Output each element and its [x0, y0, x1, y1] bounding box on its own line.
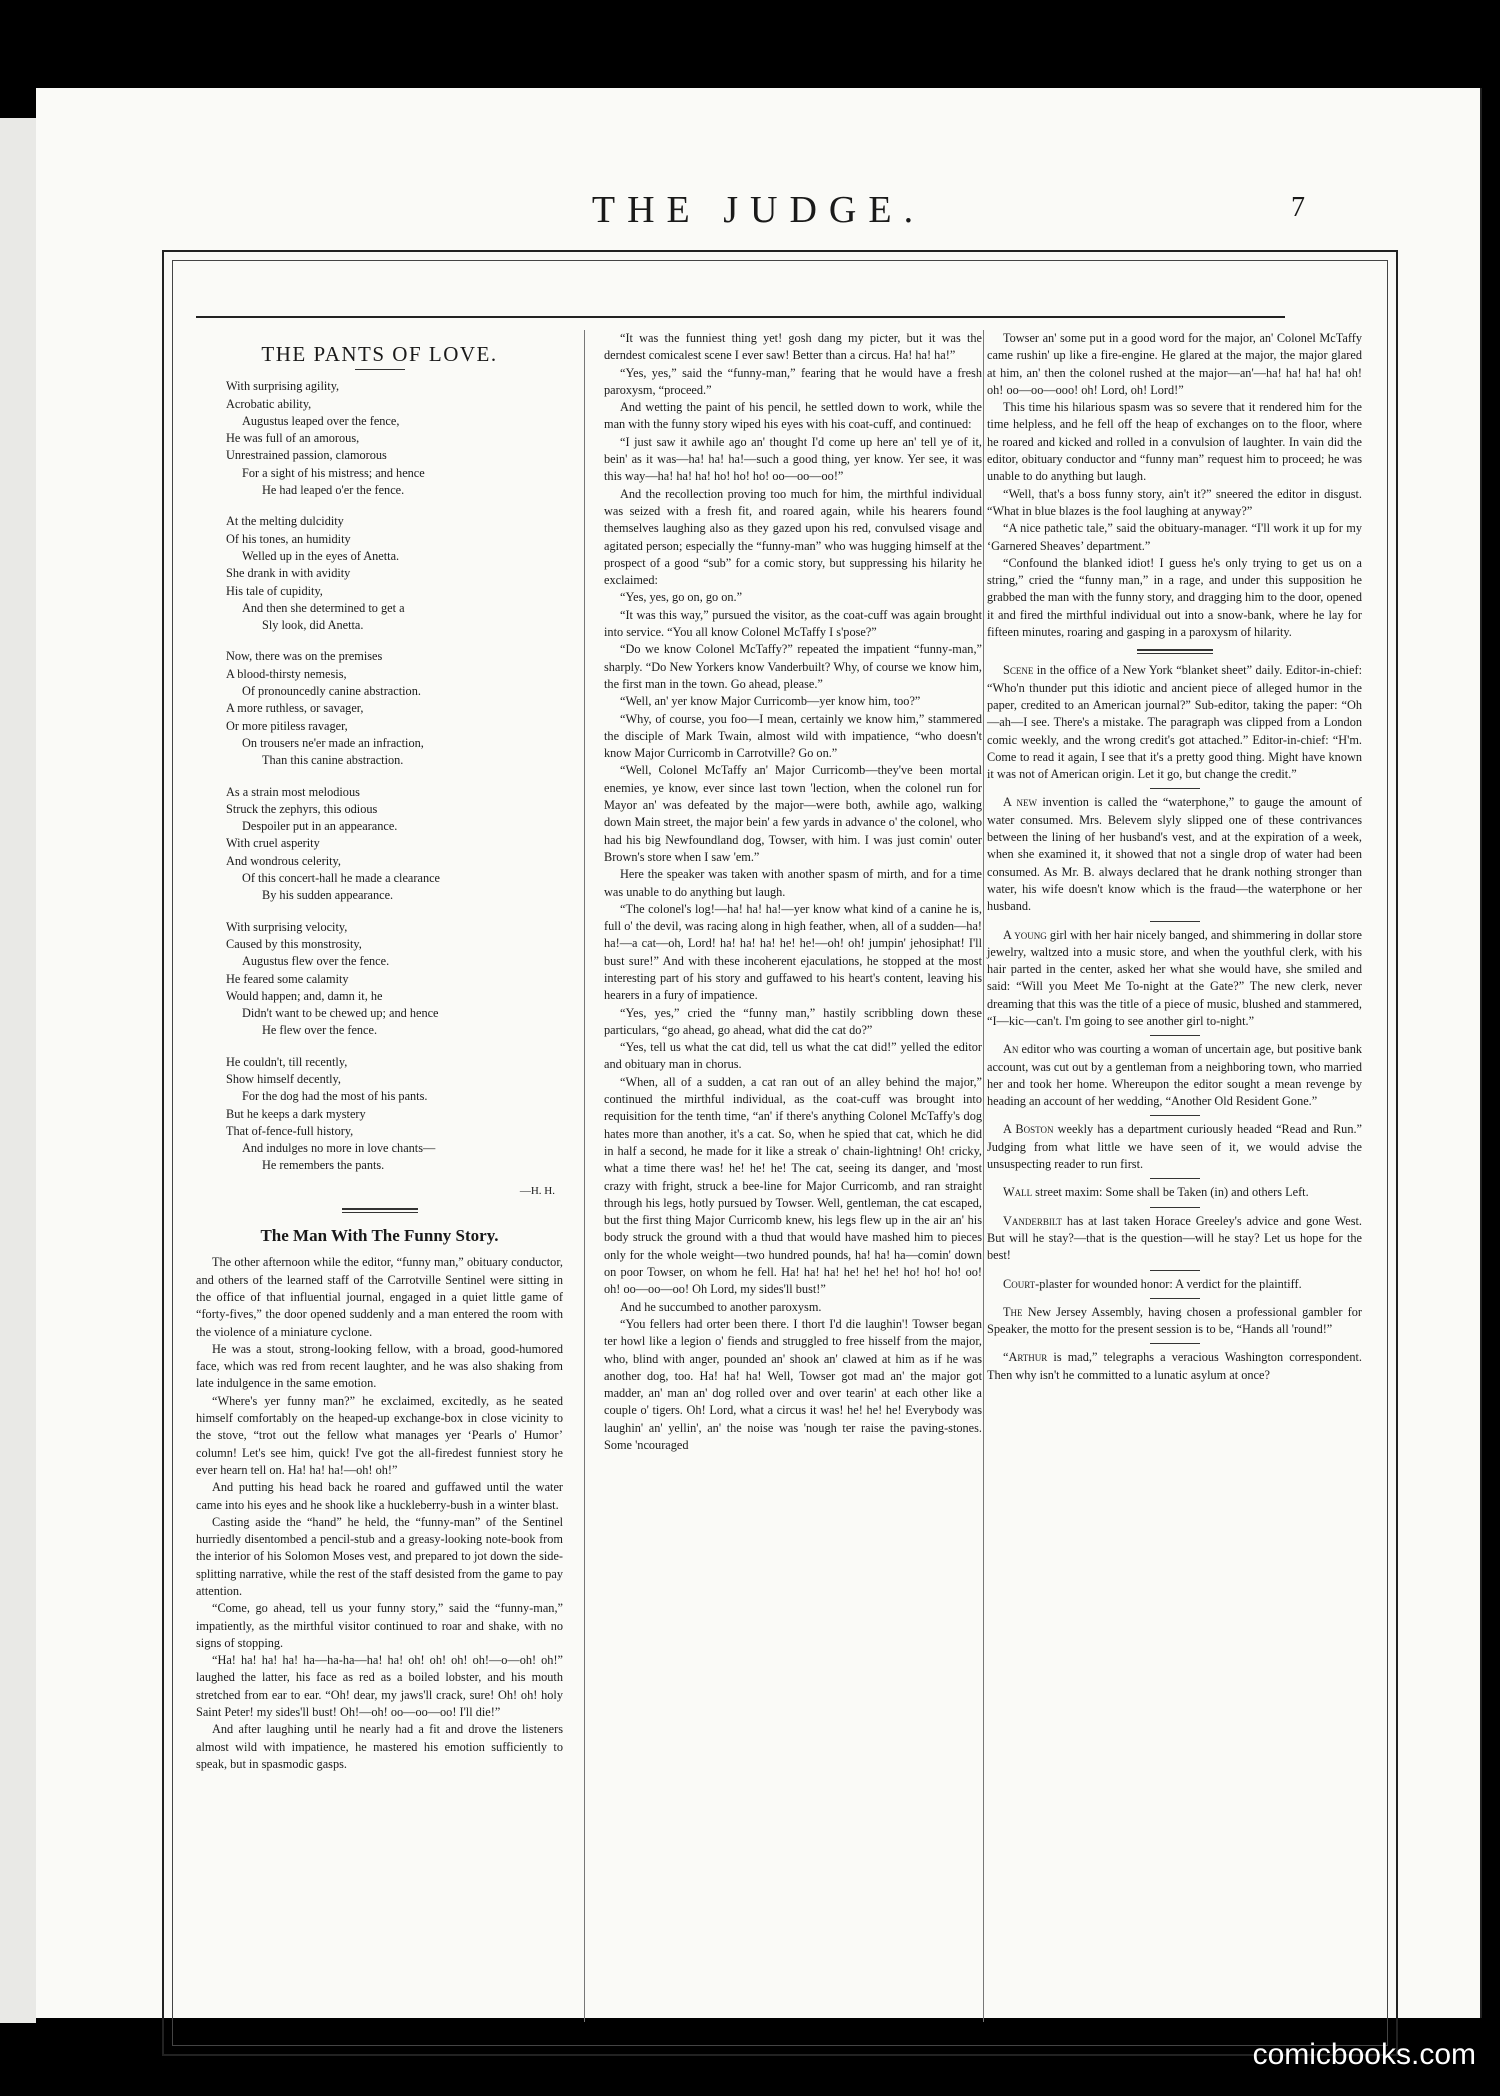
- poem-line: He couldn't, till recently,: [226, 1054, 348, 1069]
- column-2: [604, 330, 982, 1454]
- poem-line: Despoiler put in an appearance.: [242, 819, 398, 834]
- poem-line: Or more pitiless ravager,: [226, 718, 348, 733]
- item-rule: [1150, 1035, 1200, 1036]
- masthead-rule: [196, 316, 1285, 318]
- column-3: [987, 330, 1362, 1384]
- item-lead: The: [1003, 1304, 1023, 1319]
- story-paragraph: “It was the funniest thing yet! gosh dang my picter, but it was the derndest comicalest scene I ever saw! Better than a circus. Ha! ha! ha!”: [604, 331, 982, 363]
- poem-line: Than this canine abstraction.: [262, 753, 404, 768]
- story-paragraph: “I just saw it awhile ago an' thought I'd come up here an' tell ye of it, bein' as it was—ha! ha! ha!—such a good thing, yer know. Yer see, it was this way—ha! ha! ha! ho! ho! ho! oo—oo—oo!”: [604, 434, 982, 484]
- item-rule: [1150, 1207, 1200, 1208]
- news-item: [987, 1121, 1362, 1173]
- poem-line: A more ruthless, or savager,: [226, 701, 364, 716]
- story-paragraph: “You fellers had orter been there. I thort I'd die laughin'! Towser began ter howl like a legion o' fiends and struggled to free hisself from the major, who, blind with anger, pounded an' shook an' clawed at him as if he was another dog, too. Ha! ha! ha! Well, Towser got mad an' the major got madder, an' man an' dog rolled over and over tearin' at each other like a couple o' tigers. Oh! Lord, what a circus it was! he! he! he! Everybody was laughin' an' yellin', an' the noise was 'nough ter raise the paving-stones. Some 'ncouraged: [604, 1316, 982, 1452]
- watermark: comicbooks.com: [1252, 2038, 1476, 2071]
- poem-line: And then she determined to get a: [242, 600, 405, 615]
- story-paragraph: He was a stout, strong-looking fellow, with a broad, good-humored face, which was red from recent laughter, and he was also shaking from late indulgence in the same emotion.: [196, 1341, 563, 1391]
- poem-line: And wondrous celerity,: [226, 853, 341, 868]
- column-1: [196, 330, 563, 1773]
- item-rule: [1150, 1115, 1200, 1116]
- item-lead: “Arthur: [1003, 1350, 1048, 1365]
- item-rule: [1150, 1270, 1200, 1271]
- story-paragraph: And wetting the paint of his pencil, he settled down to work, while the man with the funny story wiped his eyes with his coat-cuff, and continued:: [604, 400, 982, 432]
- poem-stanza: [226, 919, 563, 1040]
- poem-line: Now, there was on the premises: [226, 649, 383, 664]
- item-text: weekly has a department curiously headed “Read and Run.” Judging from what little we have seen of it, we would advise the unsuspecting reader to run first.: [987, 1122, 1362, 1172]
- poem-line: Show himself decently,: [226, 1071, 341, 1086]
- item-text: has at last taken Horace Greeley's advice and gone West. But will he stay?—that is the question—will he stay? Let us hope for the best!: [987, 1213, 1362, 1263]
- poem-stanza: [226, 1054, 563, 1175]
- story-paragraph: “Where's yer funny man?” he exclaimed, excitedly, as he seated himself comfortably on the heaped-up exchange-box in close vicinity to the stove, “trot out the fellow what manages yer ‘Pearls o' Humor’ column! Let's see him, quick! I've got the all-firedest funniest story he ever hearn tell on. Ha! ha! ha!—oh! oh!”: [196, 1393, 563, 1477]
- item-rule: [1150, 1343, 1200, 1344]
- news-item: [987, 1041, 1362, 1110]
- item-text: editor who was courting a woman of uncertain age, but positive bank account, was cut out by a gentleman from a neighboring town, who married her and took her home. Whereupon the editor sought a mean revenge by heading an account of her wedding, “Another Old Resident Gone.”: [987, 1042, 1362, 1109]
- poem: [226, 378, 563, 1174]
- item-rule: [1150, 1298, 1200, 1299]
- story-paragraph: “Ha! ha! ha! ha! ha—ha-ha—ha! ha! oh! oh! oh! oh!—o—oh! oh!” laughed the latter, his face as red as a boiled lobster, and his mouth stretched from ear to ear. “Oh! dear, my jaws'll crack, sure! Oh! oh! holy Saint Peter! my sides'll bust! Oh!—oh! oo—oo—oo! I'll die!”: [196, 1653, 563, 1720]
- poem-line: Acrobatic ability,: [226, 396, 312, 411]
- poem-line: For the dog had the most of his pants.: [242, 1089, 428, 1104]
- poem-line: His tale of cupidity,: [226, 583, 323, 598]
- poem-line: But he keeps a dark mystery: [226, 1106, 366, 1121]
- story-continued: [604, 330, 982, 1454]
- poem-line: With cruel asperity: [226, 836, 320, 851]
- poem-line: Didn't want to be chewed up; and hence: [242, 1006, 439, 1021]
- column-rule: [584, 330, 585, 2022]
- story-paragraph: “Confound the blanked idiot! I guess he's only trying to get us on a string,” cried the “funny man,” in a rage, and under this supposition he grabbed the man with the funny story, and dragging him to the door, opened it and fired the mirthful individual out into a snow-bank, where he lay for fifteen minutes, roaring and gasping in a paroxysm of hilarity.: [987, 555, 1362, 640]
- poem-line: By his sudden appearance.: [262, 888, 394, 903]
- story-paragraph: “Yes, yes, go on, go on.”: [620, 590, 743, 605]
- story-paragraph: “Why, of course, you foo—I mean, certainly we know him,” stammered the disciple of Mark Twain, almost wild with impatience, “who doesn't know Major Curricomb in Carrotville? Go on.”: [604, 711, 982, 761]
- poem-line: Augustus leaped over the fence,: [242, 413, 400, 428]
- poem-line: Of his tones, an humidity: [226, 531, 351, 546]
- news-item: [987, 794, 1362, 915]
- poem-line: He remembers the pants.: [262, 1158, 385, 1173]
- story-paragraph: And he succumbed to another paroxysm.: [620, 1299, 822, 1314]
- item-lead: Scene: [1003, 663, 1034, 678]
- newspaper-page: [36, 88, 1481, 2018]
- poem-line: He feared some calamity: [226, 971, 349, 986]
- item-lead: A young: [1003, 927, 1047, 942]
- story-paragraph: Casting aside the “hand” he held, the “funny-man” of the Sentinel hurriedly disentombed a pencil-stub and a greasy-looking note-book from the interior of his Solomon Moses vest, and prepared to jot down the side-splitting narrative, while the rest of the staff desisted from the game to pay attention.: [196, 1514, 563, 1598]
- poem-line: She drank in with avidity: [226, 566, 351, 581]
- item-lead: A Boston: [1003, 1122, 1054, 1137]
- poem-line: As a strain most melodious: [226, 784, 360, 799]
- story-paragraph: “Well, an' yer know Major Curricomb—yer know him, too?”: [620, 694, 921, 709]
- poem-line: Sly look, did Anetta.: [262, 618, 364, 633]
- item-text: New Jersey Assembly, having chosen a professional gambler for Speaker, the motto for the present session is to be, “Hands all 'round!”: [987, 1304, 1362, 1337]
- section-separator: [342, 1208, 418, 1213]
- story-title: The Man With The Funny Story.: [260, 1226, 499, 1246]
- poem-line: Welled up in the eyes of Anetta.: [242, 548, 400, 563]
- story-paragraph: “Well, that's a boss funny story, ain't it?” sneered the editor in disgust. “What in blue blazes is the fool laughing at anyway?”: [987, 486, 1362, 518]
- poem-line: Unrestrained passion, clamorous: [226, 448, 387, 463]
- story-paragraph: This time his hilarious spasm was so severe that it rendered him for the time helpless, and he fell off the heap of exchanges on to the floor, where he roared and kicked and rolled in a convulsion of laughter. In vain did the editor, obituary conductor and “funny man” request him to proceed; he was unable to do anything but laugh.: [987, 400, 1362, 484]
- section-separator: [1137, 649, 1213, 654]
- poem-stanza: [226, 378, 563, 499]
- poem-line: Caused by this monstrosity,: [226, 936, 362, 951]
- news-item: [987, 662, 1362, 783]
- story-paragraph: Here the speaker was taken with another spasm of mirth, and for a time was unable to do anything but laugh.: [604, 867, 982, 899]
- title-rule: [355, 369, 405, 370]
- poem-line: Of pronouncedly canine abstraction.: [242, 684, 421, 699]
- item-text: invention is called the “waterphone,” to gauge the amount of water consumed. Mrs. Belevem slyly slipped one of these contrivances between the lining of her husband's vest, and at the expiration of a week, when she examined it, it showed that not a single drop of water had been consumed. As Mr. B. always declared that he drank nothing stronger than water, his wife doesn't know which is the fraud—the waterphone or her husband.: [987, 795, 1362, 914]
- item-text: is mad,” telegraphs a veracious Washington correspondent. Then why isn't he committed to a lunatic asylum at once?: [987, 1350, 1362, 1382]
- story-paragraph: “A nice pathetic tale,” said the obituary-manager. “I'll work it up for my ‘Garnered Sheaves’ department.”: [987, 521, 1362, 553]
- poem-line: A blood-thirsty nemesis,: [226, 666, 347, 681]
- poem-line: Of this concert-hall he made a clearance: [242, 871, 441, 886]
- item-lead: Court: [1003, 1276, 1036, 1291]
- item-lead: Vanderbilt: [1003, 1213, 1063, 1228]
- poem-signature: —H. H.: [519, 1184, 555, 1197]
- poem-line: He flew over the fence.: [262, 1023, 378, 1038]
- story-paragraph: “It was this way,” pursued the visitor, as the coat-cuff was again brought into service. “You all know Colonel McTaffy I s'pose?”: [604, 607, 982, 640]
- page-number: 7: [1291, 192, 1305, 223]
- poem-line: He had leaped o'er the fence.: [262, 483, 405, 498]
- story-paragraph: “Come, go ahead, tell us your funny story,” said the “funny-man,” impatiently, as the mirthful visitor continued to roar and shake, with no signs of stopping.: [196, 1601, 563, 1650]
- item-text: -plaster for wounded honor: A verdict for the plaintiff.: [1035, 1276, 1302, 1291]
- paragraph-items: [987, 662, 1362, 1384]
- poem-line: At the melting dulcidity: [226, 514, 344, 529]
- item-text: street maxim: Some shall be Taken (in) and others Left.: [1032, 1185, 1309, 1200]
- poem-title: THE PANTS OF LOVE.: [261, 342, 498, 366]
- story-paragraph: “Yes, yes,” cried the “funny man,” hastily scribbling down these particulars, “go ahead, go ahead, what did the cat do?”: [604, 1005, 982, 1037]
- poem-line: That of-fence-full history,: [226, 1123, 354, 1138]
- poem-line: He was full of an amorous,: [226, 431, 360, 446]
- poem-line: With surprising velocity,: [226, 919, 348, 934]
- poem-line: And indulges no more in love chants—: [242, 1141, 436, 1156]
- story-conclusion: [987, 330, 1362, 641]
- story-paragraph: “Do we know Colonel McTaffy?” repeated the impatient “funny-man,” sharply. “Do New Yorkers know Vanderbuilt? Why, of course we know him, the first man in the town. Go ahead, please.”: [604, 642, 982, 691]
- poem-line: Would happen; and, damn it, he: [226, 988, 383, 1003]
- item-lead: Wall: [1003, 1185, 1033, 1200]
- item-text: in the office of a New York “blanket sheet” daily. Editor-in-chief: “Who'n thunder put this idiotic and ancient piece of alleged humor in the paper, credited to an American journal?” Sub-editor, taking the paper: “Oh—ah—I see. There's a mistake. The paragraph was clipped from a London comic weekly, and the wrong credit's got attached.” Editor-in-chief: “H'm. Come to read it again, I see that it's a pretty good thing. Might have known it was not of American origin. Let it go, but change the credit.”: [987, 663, 1362, 782]
- story-paragraph: “Yes, tell us what the cat did, tell us what the cat did!” yelled the editor and obituary man in chorus.: [604, 1040, 982, 1072]
- item-rule: [1150, 788, 1200, 789]
- story-paragraph: Towser an' some put in a good word for the major, an' Colonel McTaffy came rushin' up like a fire-engine. He glared at the major, the major glared at him, an' then the colonel rushed at the major—an'—ha! ha! ha! ha! oh! oh! oo—oo—ooo! oh! Lord, oh! Lord!”: [987, 331, 1362, 397]
- story-paragraph: And putting his head back he roared and guffawed until the water came into his eyes and he shook like a huckleberry-bush in a winter blast.: [196, 1480, 563, 1512]
- story-paragraph: “Yes, yes,” said the “funny-man,” fearing that he would have a fresh paroxysm, “proceed.”: [604, 365, 982, 397]
- story-paragraph: “The colonel's log!—ha! ha! ha!—yer know what kind of a canine he is, full o' the devil, was racing along in high feather, when, all of a sudden—ha! ha!—a cat—oh, Lord! ha! ha! ha! he! he!—oh! oh! jumpin' jehosiphat! I'll bust sure!” And with these incoherent ejaculations, he stopped at the most interesting part of his story and guffawed to his heart's content, leaving his hearers in a fury of impatience.: [604, 901, 982, 1003]
- news-item: [987, 1276, 1362, 1293]
- poem-line: Struck the zephyrs, this odious: [226, 801, 378, 816]
- adjacent-page-edge: [0, 118, 36, 2023]
- news-item: [987, 927, 1362, 1031]
- news-item: [987, 1304, 1362, 1339]
- story-paragraph: “Well, Colonel McTaffy an' Major Curricomb—they've been mortal enemies, ye know, ever since last town 'lection, when the colonel run for Mayor an' was defeated by the major—were both, awhile ago, walking down Main street, the major bein' a few yards in advance o' the colonel, who had his big Newfoundland dog, Towser, with him. I was just comin' outer Brown's store when I saw 'em.”: [604, 763, 982, 864]
- news-item: [987, 1184, 1362, 1201]
- story-paragraph: And the recollection proving too much for him, the mirthful individual was seized with a fresh fit, and roared again, while his hearers found themselves laughing also as they gazed upon his red, convulsed visage and agitated person; especially the “funny-man” who was hugging himself at the prospect of a good “sub” for a comic story, but suppressing his hilarity he exclaimed:: [604, 486, 982, 588]
- item-lead: An: [1003, 1042, 1019, 1057]
- column-rule: [983, 330, 984, 2022]
- item-rule: [1150, 1178, 1200, 1179]
- news-item: [987, 1213, 1362, 1265]
- page-edge-rule: [1480, 88, 1482, 2018]
- poem-stanza: [226, 784, 563, 905]
- story-paragraph: “When, all of a sudden, a cat ran out of an alley behind the major,” continued the mirthful individual, as the coat-cuff was brought into requisition for the tenth time, “an' if there's anything Colonel McTaffy's dog hates more than another, it's a cat. So, when he spied that cat, which he did in half a second, he made for it like a streak o' chain-lightning! Oh! cricky, what a time there was! he! he! he! The cat, seeing its danger, and 'most crazy with fright, struck a bee-line for Major Curricomb, and ran straight through his legs, hotly pursued by Towser. Well, gentleman, the cat escaped, but the first thing Major Curricomb knew, his legs flew up in the air an' his body struck the ground with a thud that would have mashed him to pieces only for the whole weight—two hundred pounds, ha! ha! ha—comin' down on poor Towser, on whom he fell. Ha! ha! ha! he! he! he! ho! ho! ho! oo! oh! oo—oo—oo! Oh Lord, my sides'll bust!”: [604, 1074, 982, 1297]
- story-body: [196, 1254, 563, 1773]
- story-paragraph: And after laughing until he nearly had a fit and drove the listeners almost wild with impatience, he mastered his emotion sufficiently to speak, but in spasmodic gasps.: [196, 1722, 563, 1771]
- poem-line: With surprising agility,: [226, 379, 340, 394]
- poem-line: On trousers ne'er made an infraction,: [242, 735, 424, 750]
- news-item: [987, 1349, 1362, 1384]
- story-paragraph: The other afternoon while the editor, “funny man,” obituary conductor, and others of the learned staff of the Carrotville Sentinel were sitting in the office of that influential journal, engaged in a quiet little game of “forty-fives,” the door opened suddenly and a man entered the room with the violence of a miniature cyclone.: [196, 1255, 563, 1339]
- poem-stanza: [226, 513, 563, 634]
- poem-line: For a sight of his mistress; and hence: [242, 465, 425, 480]
- item-rule: [1150, 921, 1200, 922]
- masthead: THE JUDGE.: [591, 189, 926, 231]
- item-lead: A new: [1003, 795, 1038, 810]
- poem-stanza: [226, 648, 563, 769]
- poem-line: Augustus flew over the fence.: [242, 954, 390, 969]
- item-text: girl with her hair nicely banged, and shimmering in dollar store jewelry, waltzed into a music store, and when the youthful clerk, with his hair parted in the center, asked her what she would have, she smiled and said: “Will you Meet Me To-night at the Gate?” The new clerk, never dreaming that this was the title of a piece of music, blushed and stammered, “I—kic—can't. I'm going to see another girl to-night.”: [987, 927, 1362, 1028]
